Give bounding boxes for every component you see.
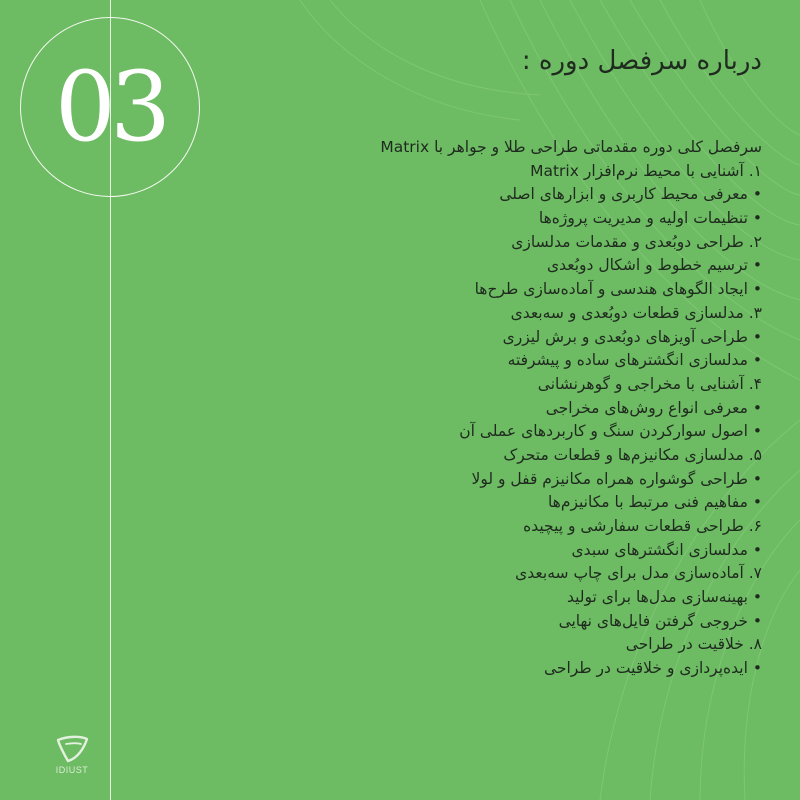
- outline-line: • بهینه‌سازی مدل‌ها برای تولید: [566, 588, 762, 607]
- outline-line: ۱. آشنایی با محیط نرم‌افزار Matrix: [530, 161, 762, 180]
- outline-line: ۲. طراحی دوبُعدی و مقدمات مدلسازی: [511, 232, 762, 251]
- outline-line: • ترسیم خطوط و اشکال دوبُعدی: [546, 256, 762, 275]
- outline-line: • مفاهیم فنی مرتبط با مکانیزم‌ها: [547, 493, 762, 512]
- outline-line: • تنظیمات اولیه و مدیریت پروژه‌ها: [538, 209, 762, 228]
- idiust-logo-icon: [54, 734, 90, 764]
- outline-line: • ایجاد الگوهای هندسی و آماده‌سازی طرح‌ها: [474, 280, 762, 299]
- outline-line: ۴. آشنایی با مخراجی و گوهرنشانی: [537, 374, 762, 393]
- outline-line: • طراحی گوشواره همراه مکانیزم قفل و لولا: [471, 469, 762, 488]
- outline-line: ۶. طراحی قطعات سفارشی و پیچیده: [523, 517, 762, 535]
- outline-intro: سرفصل کلی دوره مقدماتی طراحی طلا و جواهر با Matrix: [380, 138, 762, 156]
- outline-line: • مدلسازی انگشترهای ساده و پیشرفته: [507, 351, 762, 370]
- outline-line: • خروجی گرفتن فایل‌های نهایی: [558, 611, 762, 630]
- outline-line: • ایده‌پردازی و خلاقیت در طراحی: [543, 659, 762, 678]
- outline-line: • مدلسازی انگشترهای سبدی: [571, 540, 762, 559]
- outline-line: • معرفی انواع روش‌های مخراجی: [545, 398, 762, 417]
- outline-line: ۵. مدلسازی مکانیزم‌ها و قطعات متحرک: [503, 445, 762, 464]
- outline-line: ۸. خلاقیت در طراحی: [625, 635, 762, 654]
- outline-line: ۷. آماده‌سازی مدل برای چاپ سه‌بعدی: [515, 564, 762, 583]
- logo-text: IDIUST: [55, 765, 89, 775]
- course-outline-list: [302, 136, 762, 681]
- page-title: درباره سرفصل دوره :: [521, 46, 762, 76]
- outline-line: • طراحی آویزهای دوبُعدی و برش لیزری: [502, 327, 762, 346]
- outline-line: ۳. مدلسازی قطعات دوبُعدی و سه‌بعدی: [510, 303, 762, 322]
- outline-line: • اصول سوارکردن سنگ و کاربردهای عملی آن: [459, 422, 762, 441]
- section-number: 03: [54, 51, 166, 163]
- outline-line: • معرفی محیط کاربری و ابزارهای اصلی: [499, 185, 762, 204]
- brand-logo: [48, 734, 98, 784]
